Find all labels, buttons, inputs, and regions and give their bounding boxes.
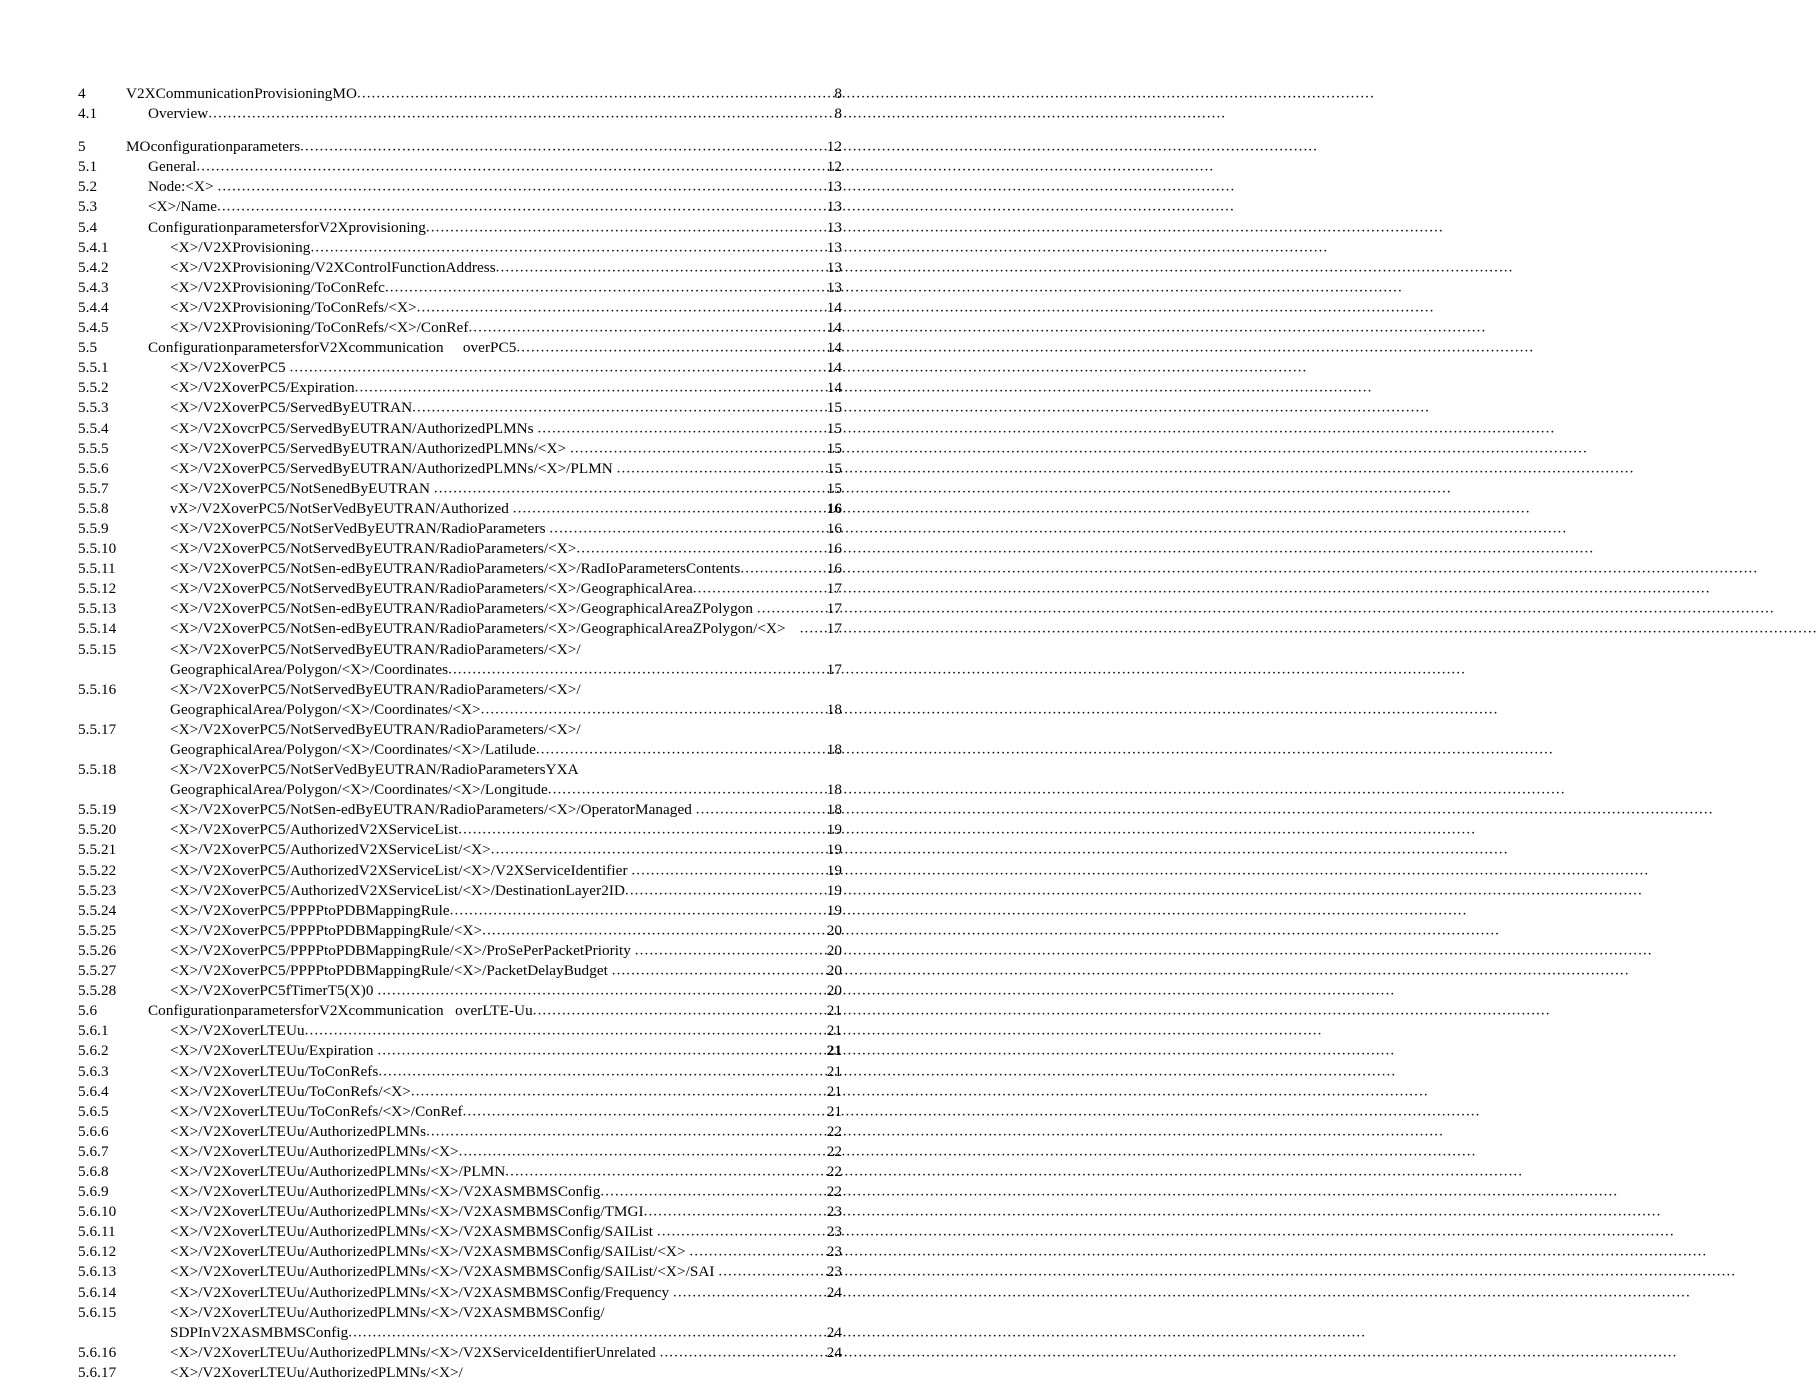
toc-entry-title: <X>/V2XoverLTEUu/Expiration xyxy=(170,1042,378,1060)
toc-leader-dots xyxy=(757,599,826,619)
toc-entry[interactable] xyxy=(78,579,842,599)
toc-entry-number: 5.3 xyxy=(78,198,98,216)
toc-entry-title: <X>/V2XoverPC5/NotSenedByEUTRAN xyxy=(170,479,434,497)
toc-entry[interactable] xyxy=(78,840,842,860)
toc-entry-title: <X>/V2XoverLTEUu/ToConRefs xyxy=(170,1062,379,1080)
toc-entry-number: 5.5.2 xyxy=(78,379,109,397)
toc-entry[interactable] xyxy=(78,1363,842,1383)
toc-entry-number: 5.5.19 xyxy=(78,801,117,819)
toc-page-number: 21 xyxy=(826,1102,842,1120)
toc-entry[interactable] xyxy=(78,1303,842,1343)
toc-entry-number: 5.5.13 xyxy=(78,600,117,618)
toc-entry-number: 5.5.6 xyxy=(78,459,109,477)
toc-page-number: 13 xyxy=(826,258,842,276)
toc-entry-title-wrapped: SDPInV2XASMBMSConfig xyxy=(170,1323,349,1341)
toc-page-number: 21 xyxy=(826,1042,842,1060)
toc-page-number: 8 xyxy=(834,105,842,123)
toc-entry-number: 5.6.17 xyxy=(78,1363,117,1381)
toc-leader-dots xyxy=(468,318,825,338)
toc-leader-dots xyxy=(718,1262,825,1282)
toc-entry-number: 5.4.1 xyxy=(78,238,109,256)
toc-entry-number: 5.4.2 xyxy=(78,258,109,276)
toc-leader-dots xyxy=(357,84,833,104)
toc-leader-dots xyxy=(644,1202,826,1222)
toc-page-number: 14 xyxy=(826,359,842,377)
toc-entry-title: <X>/V2XoverLTEUu/AuthorizedPLMNs/<X>/V2XServiceIdentifierUnrelated xyxy=(170,1343,660,1361)
toc-entry[interactable] xyxy=(78,941,842,961)
toc-entry-title: ConfigurationparametersforV2Xcommunication overLTE-Uu xyxy=(148,1002,533,1020)
toc-entry-number: 5.5.5 xyxy=(78,439,109,457)
toc-leader-dots xyxy=(196,157,825,177)
toc-entry[interactable] xyxy=(78,298,842,318)
toc-leader-dots xyxy=(377,981,825,1001)
toc-entry-title-wrapped: GeographicalArea/Polygon/<X>/Coordinates/<X> xyxy=(170,700,481,718)
toc-page-number: 14 xyxy=(826,339,842,357)
toc-entry[interactable] xyxy=(78,961,842,981)
toc-page-number: 23 xyxy=(826,1243,842,1261)
toc-page-number: 19 xyxy=(826,861,842,879)
toc-entry[interactable] xyxy=(78,1122,842,1142)
toc-leader-dots xyxy=(693,579,826,599)
toc-entry-title: <X>/V2XoverLTEUu/AuthorizedPLMNs xyxy=(170,1122,427,1140)
toc-leader-dots xyxy=(208,104,833,124)
toc-entry-number: 5.5 xyxy=(78,339,98,357)
toc-entry-title: <X>/V2XoverLTEUu/ToConRefs/<X> xyxy=(170,1082,411,1100)
toc-leader-dots xyxy=(448,659,826,679)
toc-page-number: 23 xyxy=(826,1203,842,1221)
toc-leader-dots xyxy=(426,217,826,237)
toc-entry[interactable] xyxy=(78,861,842,881)
toc-leader-dots xyxy=(355,378,826,398)
toc-leader-dots xyxy=(310,237,825,257)
toc-entry[interactable] xyxy=(78,981,842,1001)
toc-entry-number: 5.4 xyxy=(78,218,98,236)
toc-entry-number: 5.6.4 xyxy=(78,1082,109,1100)
toc-entry-number: 5.6.6 xyxy=(78,1122,109,1140)
toc-entry[interactable] xyxy=(78,218,842,238)
toc-entry-number: 5.5.3 xyxy=(78,399,109,417)
toc-page-number: 17 xyxy=(826,600,842,618)
toc-page-number: 19 xyxy=(826,821,842,839)
toc-entry[interactable] xyxy=(78,680,842,720)
toc-entry-number: 5.5.14 xyxy=(78,620,117,638)
toc-entry-title: <X>/V2XoverLTEUu/AuthorizedPLMNs/<X>/V2XASMBMSConfig/TMGI xyxy=(170,1203,644,1221)
toc-entry-title: <X>/V2XoverPC5fTimerT5(X)0 xyxy=(170,982,378,1000)
table-of-contents xyxy=(78,84,842,1383)
toc-entry[interactable] xyxy=(78,901,842,921)
toc-entry[interactable] xyxy=(78,439,842,459)
toc-entry[interactable] xyxy=(78,177,842,197)
toc-page-number: 14 xyxy=(826,298,842,316)
toc-entry-title: <X>/V2XoverLTEUu/AuthorizedPLMNs/<X>/V2XASMBMSConfig/SAIList/<X> xyxy=(170,1243,690,1261)
toc-page-number: 20 xyxy=(826,982,842,1000)
toc-entry-title-wrapped: GeographicalArea/Polygon/<X>/Coordinates/<X>/Latilude xyxy=(170,741,536,758)
toc-page-number: 19 xyxy=(826,841,842,859)
toc-entry-number: 5.6.5 xyxy=(78,1102,109,1120)
toc-leader-dots xyxy=(537,418,825,438)
toc-entry-title: <X>/V2XoverPC5/PPPPtoPDBMappingRule/<X> xyxy=(170,921,483,939)
toc-page-number: 20 xyxy=(826,941,842,959)
toc-entry-title: <X>/V2XoverPC5/PPPPtoPDBMappingRule/<X>/ProSePerPacketPriority xyxy=(170,941,635,959)
toc-entry-title: <X>/V2XoverPC5/AuthorizedV2XServiceList/<X>/DestinationLayer2ID xyxy=(170,881,625,899)
toc-leader-dots xyxy=(496,257,826,277)
toc-leader-dots xyxy=(696,800,826,820)
toc-page-number: 13 xyxy=(826,238,842,256)
toc-entry[interactable] xyxy=(78,921,842,941)
toc-entry-title: <X>/V2XoverPC5/PPPPtoPDBMappingRule/<X>/PacketDelayBudget xyxy=(170,962,612,980)
toc-leader-dots xyxy=(491,840,826,860)
toc-entry-title: <X>/V2XoverPC5/NotServedByEUTRAN/RadioParameters/<X>/ xyxy=(170,680,581,698)
toc-entry[interactable] xyxy=(78,1001,842,1021)
toc-entry-number: 5.6.15 xyxy=(78,1303,117,1321)
toc-entry[interactable] xyxy=(78,1021,842,1041)
toc-entry-number: 5.6.7 xyxy=(78,1142,109,1160)
toc-entry[interactable] xyxy=(78,1283,842,1303)
toc-entry[interactable] xyxy=(78,760,842,800)
toc-page-number: 18 xyxy=(826,700,842,718)
toc-page-number: 22 xyxy=(826,1122,842,1140)
toc-entry-title: <X>/V2XoverPC5/NotServedByEUTRAN/RadioParameters/<X> xyxy=(170,540,577,558)
toc-entry-number: 5.5.4 xyxy=(78,419,109,437)
toc-entry[interactable] xyxy=(78,619,842,639)
toc-entry-number: 5.5.21 xyxy=(78,841,117,859)
toc-page-number: 17 xyxy=(826,660,842,678)
toc-leader-dots xyxy=(385,277,826,297)
toc-entry-title: <X>/V2XoverLTEUu/AuthorizedPLMNs/<X>/V2XASMBMSConfig/ xyxy=(170,1303,605,1321)
toc-entry-number: 5.6.13 xyxy=(78,1263,117,1281)
toc-leader-dots xyxy=(412,398,826,418)
toc-entry-number: 5.5.8 xyxy=(78,499,109,517)
toc-page-number: 22 xyxy=(826,1162,842,1180)
toc-entry-title: <X>/V2XoverLTEUu/AuthorizedPLMNs/<X>/V2XASMBMSConfig/Frequency xyxy=(170,1283,674,1301)
toc-entry-number: 4 xyxy=(78,85,86,102)
toc-entry-title-wrapped: GeographicalArea/Polygon/<X>/Coordinates/<X>/Longitude xyxy=(170,781,548,799)
toc-entry-number: 5.6.10 xyxy=(78,1203,117,1221)
toc-entry[interactable] xyxy=(78,640,842,680)
toc-page-number: 24 xyxy=(826,1283,842,1301)
toc-entry-title: <X>/V2XoverPC5/NotSen-edByEUTRAN/RadioParameters/<X>/GeographicalAreaZPolygon xyxy=(170,600,757,618)
toc-page-number: 18 xyxy=(826,741,842,758)
toc-entry[interactable] xyxy=(78,1102,842,1122)
toc-entry-number: 5.2 xyxy=(78,178,98,196)
toc-entry-number: 5.6 xyxy=(78,1002,98,1020)
toc-page-number: 24 xyxy=(826,1343,842,1361)
toc-entry-title: <X>/V2XoverPC5/ServedByEUTRAN xyxy=(170,399,413,417)
toc-entry-title: <X>/V2XoverLTEUu/AuthorizedPLMNs/<X>/V2XASMBMSConfig/SAIList/<X>/SAI xyxy=(170,1263,719,1281)
toc-entry[interactable] xyxy=(78,459,842,479)
toc-page-number: 20 xyxy=(826,962,842,980)
toc-page-number: 18 xyxy=(826,801,842,819)
toc-entry-title: Overview xyxy=(148,105,209,123)
toc-page-number: 22 xyxy=(826,1183,842,1201)
toc-entry[interactable] xyxy=(78,800,842,820)
toc-entry-title: <X>/V2XProvisioning xyxy=(170,238,311,256)
toc-entry[interactable] xyxy=(78,318,842,338)
toc-page-number: 20 xyxy=(826,921,842,939)
toc-entry-title: ConfigurationparametersforV2Xcommunication overPC5 xyxy=(148,339,517,357)
toc-entry-number: 5.6.14 xyxy=(78,1283,117,1301)
toc-entry-title: <X>/V2XoverPC5/ServedByEUTRAN/AuthorizedPLMNs/<X> xyxy=(170,439,570,457)
toc-entry-title: <X>/V2XoverPC5/AuthorizedV2XServiceList/<X>/V2XServiceIdentifier xyxy=(170,861,632,879)
toc-entry-title: <X>/V2XoverPC5/AuthorizedV2XServiceList/<X> xyxy=(170,841,491,859)
toc-entry-title: <X>/V2XoverPC5/NotServedByEUTRAN/RadioParameters/<X>/GeographicalArea xyxy=(170,580,693,598)
toc-entry-number: 5.5.20 xyxy=(78,821,117,839)
toc-entry[interactable] xyxy=(78,499,842,519)
toc-entry-title-wrapped: GeographicalArea/Polygon/<X>/Coordinates xyxy=(170,660,449,678)
toc-entry-title: MOconfigurationparameters xyxy=(126,138,301,156)
toc-entry-number: 5.4.3 xyxy=(78,278,109,296)
toc-leader-dots xyxy=(505,1161,825,1181)
toc-entry[interactable] xyxy=(78,358,842,378)
toc-page-number: 13 xyxy=(826,178,842,196)
toc-entry[interactable] xyxy=(78,479,842,499)
toc-entry-title: <X>/V2XoverLTEUu/AuthorizedPLMNs/<X>/V2XASMBMSConfig xyxy=(170,1183,601,1201)
toc-entry[interactable] xyxy=(78,419,842,439)
toc-entry[interactable] xyxy=(78,197,842,217)
toc-leader-dots xyxy=(516,338,825,358)
toc-entry-title: <X>/V2XProvisioning/ToConRefs/<X>/ConRef xyxy=(170,319,469,337)
toc-leader-dots xyxy=(459,1141,826,1161)
toc-entry[interactable] xyxy=(78,104,842,124)
toc-entry-number: 4.1 xyxy=(78,105,98,123)
toc-leader-dots xyxy=(800,619,826,639)
toc-entry-number: 5.4.4 xyxy=(78,298,109,316)
toc-leader-dots xyxy=(300,137,826,157)
toc-entry[interactable] xyxy=(78,1041,842,1061)
toc-leader-dots xyxy=(570,438,826,458)
toc-entry-title: <X>/V2XoverLTEUu/AuthorizedPLMNs/<X> xyxy=(170,1142,459,1160)
toc-entry-number: 5.6.11 xyxy=(78,1223,116,1241)
toc-leader-dots xyxy=(600,1182,825,1202)
toc-leader-dots xyxy=(217,177,825,197)
toc-entry-number: 5.6.8 xyxy=(78,1162,109,1180)
toc-page-number: 16 xyxy=(826,519,842,537)
toc-leader-dots xyxy=(576,539,825,559)
toc-entry-number: 5.5.1 xyxy=(78,359,109,377)
toc-entry[interactable] xyxy=(78,539,842,559)
toc-page-number: 12 xyxy=(826,138,842,156)
toc-leader-dots xyxy=(549,518,825,538)
toc-entry-number: 5.5.16 xyxy=(78,680,117,698)
toc-page-number: 19 xyxy=(826,901,842,919)
toc-entry-title: V2XCommunicationProvisioningMO xyxy=(126,85,358,102)
toc-page-number: 16 xyxy=(826,499,842,517)
toc-entry-title: <X>/V2XoverLTEUu xyxy=(170,1022,305,1040)
toc-entry-number: 5.5.22 xyxy=(78,861,117,879)
toc-entry[interactable] xyxy=(78,398,842,418)
toc-entry-title: <X>/V2XoverPC5/NotServedByEUTRAN/RadioParameters/<X>/ xyxy=(170,720,581,738)
toc-entry-title: <X>/V2XoverPC5/NotSen-edByEUTRAN/RadioParameters/<X>/OperatorManaged xyxy=(170,801,696,819)
toc-entry[interactable] xyxy=(78,1062,842,1082)
toc-entry-number: 5.5.27 xyxy=(78,962,117,980)
toc-leader-dots xyxy=(458,820,826,840)
toc-leader-dots xyxy=(411,1081,826,1101)
toc-page-number: 21 xyxy=(826,1082,842,1100)
toc-entry[interactable] xyxy=(78,1082,842,1102)
toc-entry-title: <X>/V2XovcrPC5/ServedByEUTRAN/AuthorizedPLMNs xyxy=(170,419,538,437)
toc-entry-title: <X>/V2XoverPC5/NotSerVedByEUTRAN/RadioParametersYXA xyxy=(170,761,579,779)
toc-page-number: 14 xyxy=(826,319,842,337)
toc-entry-title: Node:<X> xyxy=(148,178,218,196)
toc-leader-dots xyxy=(548,780,826,800)
toc-page-number: 14 xyxy=(826,379,842,397)
toc-page-number: 12 xyxy=(826,158,842,176)
toc-page-number: 19 xyxy=(826,881,842,899)
toc-entry-number: 5.5.28 xyxy=(78,982,117,1000)
toc-entry[interactable] xyxy=(78,157,842,177)
toc-page-number: 17 xyxy=(826,580,842,598)
toc-entry[interactable] xyxy=(78,258,842,278)
toc-page-number: 24 xyxy=(826,1323,842,1341)
toc-page-number: 13 xyxy=(826,278,842,296)
toc-leader-dots xyxy=(481,699,826,719)
toc-page-number: 8 xyxy=(834,85,842,102)
toc-entry[interactable] xyxy=(78,378,842,398)
toc-entry[interactable] xyxy=(78,559,842,579)
toc-entry-number: 5.5.25 xyxy=(78,921,117,939)
toc-leader-dots xyxy=(450,900,826,920)
toc-entry-number: 5.5.12 xyxy=(78,580,117,598)
toc-entry-title: ConfigurationparametersforV2Xprovisioning xyxy=(148,218,426,236)
toc-leader-dots xyxy=(536,740,826,760)
toc-entry-number: 5.5.23 xyxy=(78,881,117,899)
toc-entry-title: <X>/V2XProvisioning/ToConRefs/<X> xyxy=(170,298,417,316)
toc-entry-title: <X>/V2XoverPC5 xyxy=(170,359,290,377)
toc-entry[interactable] xyxy=(78,1262,842,1282)
toc-leader-dots xyxy=(657,1222,826,1242)
toc-leader-dots xyxy=(377,1041,825,1061)
toc-entry-title: <X>/V2XProvisioning/V2XControlFunctionAddress xyxy=(170,258,496,276)
toc-entry[interactable] xyxy=(78,1202,842,1222)
toc-entry[interactable] xyxy=(78,137,842,157)
toc-entry-title: <X>/V2XoverLTEUu/ToConRefs/<X>/ConRef xyxy=(170,1102,463,1120)
toc-leader-dots xyxy=(625,880,826,900)
toc-leader-dots xyxy=(290,358,826,378)
toc-leader-dots xyxy=(348,1322,825,1342)
toc-page-number: 13 xyxy=(826,218,842,236)
toc-entry-title: <X>/V2XoverPC5/NotSen-edByEUTRAN/RadioParameters/<X>/GeographicalAreaZPolygon/<X> xyxy=(170,620,786,638)
toc-entry-title: <X>/V2XoverPC5/PPPPtoPDBMappingRule xyxy=(170,901,450,919)
toc-page-number: 21 xyxy=(826,1002,842,1020)
toc-entry-title: vX>/V2XoverPC5/NotSerVedByEUTRAN/Authorized xyxy=(170,499,513,517)
toc-entry[interactable] xyxy=(78,338,842,358)
toc-entry-number: 5.6.9 xyxy=(78,1183,109,1201)
toc-page-number: 13 xyxy=(826,198,842,216)
toc-entry[interactable] xyxy=(78,278,842,298)
toc-leader-dots xyxy=(635,940,826,960)
toc-entry-number: 5.6.1 xyxy=(78,1022,109,1040)
toc-entry-number: 5.5.15 xyxy=(78,640,117,658)
toc-entry[interactable] xyxy=(78,720,842,760)
toc-leader-dots xyxy=(426,1121,826,1141)
toc-entry[interactable] xyxy=(78,238,842,258)
toc-entry-title: <X>/Name xyxy=(148,198,217,216)
toc-page-number: 21 xyxy=(826,1062,842,1080)
toc-page-number: 17 xyxy=(826,620,842,638)
toc-entry[interactable] xyxy=(78,1242,842,1262)
toc-entry-title: <X>/V2XoverPC5/ServedByEUTRAN/AuthorizedPLMNs/<X>/PLMN xyxy=(170,459,617,477)
toc-page-number: 23 xyxy=(826,1263,842,1281)
toc-page-number: 22 xyxy=(826,1142,842,1160)
toc-entry-number: 5.5.11 xyxy=(78,560,116,578)
toc-entry[interactable] xyxy=(78,1142,842,1162)
toc-leader-dots xyxy=(660,1342,826,1362)
toc-entry-number: 5 xyxy=(78,138,86,156)
toc-entry-number: 5.1 xyxy=(78,158,98,176)
toc-leader-dots xyxy=(378,1061,825,1081)
toc-entry[interactable] xyxy=(78,599,842,619)
toc-page-number: 23 xyxy=(826,1223,842,1241)
toc-leader-dots xyxy=(689,1242,825,1262)
toc-leader-dots xyxy=(463,1101,826,1121)
toc-page-number: 16 xyxy=(826,560,842,578)
toc-page-number: 21 xyxy=(826,1022,842,1040)
toc-entry[interactable] xyxy=(78,519,842,539)
toc-entry[interactable] xyxy=(78,820,842,840)
toc-entry-title: <X>/V2XProvisioning/ToConRefc xyxy=(170,278,385,296)
toc-entry-number: 5.5.10 xyxy=(78,540,117,558)
toc-entry-number: 5.6.3 xyxy=(78,1062,109,1080)
toc-leader-dots xyxy=(673,1282,826,1302)
toc-leader-dots xyxy=(612,961,826,981)
toc-entry[interactable] xyxy=(78,84,842,104)
toc-leader-dots xyxy=(417,297,826,317)
toc-entry-title: <X>/V2XoverLTEUu/AuthorizedPLMNs/<X>/ xyxy=(170,1363,463,1381)
toc-entry-number: 5.5.24 xyxy=(78,901,117,919)
toc-entry-number: 5.5.26 xyxy=(78,941,117,959)
toc-page-number: 15 xyxy=(826,419,842,437)
toc-page-number: 15 xyxy=(826,479,842,497)
toc-entry[interactable] xyxy=(78,1182,842,1202)
toc-entry-title: <X>/V2XoverPC5/NotSen-edByEUTRAN/RadioParameters/<X>/RadIoParametersContents xyxy=(170,560,741,578)
toc-page-number: 16 xyxy=(826,540,842,558)
toc-page-number: 18 xyxy=(826,781,842,799)
toc-leader-dots xyxy=(631,860,825,880)
toc-entry-number: 5.6.12 xyxy=(78,1243,117,1261)
toc-entry[interactable] xyxy=(78,881,842,901)
toc-entry-number: 5.5.17 xyxy=(78,720,117,738)
toc-entry-title: <X>/V2XoverPC5/Expiration xyxy=(170,379,355,397)
toc-leader-dots xyxy=(740,559,825,579)
toc-leader-dots xyxy=(533,1001,826,1021)
toc-entry-number: 5.6.16 xyxy=(78,1343,117,1361)
toc-page-number: 15 xyxy=(826,459,842,477)
toc-entry-title: <X>/V2XoverPC5/NotSerVedByEUTRAN/RadioParameters xyxy=(170,519,550,537)
toc-entry[interactable] xyxy=(78,1343,842,1363)
toc-leader-dots xyxy=(617,458,826,478)
toc-page-number: 15 xyxy=(826,439,842,457)
toc-entry-title: <X>/V2XoverPC5/AuthorizedV2XServiceList xyxy=(170,821,459,839)
toc-leader-dots xyxy=(305,1021,826,1041)
toc-leader-dots xyxy=(434,478,826,498)
toc-entry-number: 5.5.9 xyxy=(78,519,109,537)
toc-leader-dots xyxy=(482,920,826,940)
toc-entry[interactable] xyxy=(78,1162,842,1182)
toc-entry-title: <X>/V2XoverPC5/NotServedByEUTRAN/RadioParameters/<X>/ xyxy=(170,640,581,658)
toc-entry-number: 5.5.18 xyxy=(78,761,117,779)
toc-leader-dots xyxy=(513,498,826,518)
toc-entry[interactable] xyxy=(78,1222,842,1242)
toc-entry-title: <X>/V2XoverLTEUu/AuthorizedPLMNs/<X>/V2XASMBMSConfig/SAIList xyxy=(170,1223,657,1241)
toc-entry-number: 5.4.5 xyxy=(78,319,109,337)
toc-page-number: 15 xyxy=(826,399,842,417)
toc-entry-title: General xyxy=(148,158,197,176)
toc-entry-number: 5.5.7 xyxy=(78,479,109,497)
toc-leader-dots xyxy=(217,197,826,217)
toc-entry-title: <X>/V2XoverLTEUu/AuthorizedPLMNs/<X>/PLMN xyxy=(170,1162,506,1180)
toc-entry-number: 5.6.2 xyxy=(78,1042,109,1060)
